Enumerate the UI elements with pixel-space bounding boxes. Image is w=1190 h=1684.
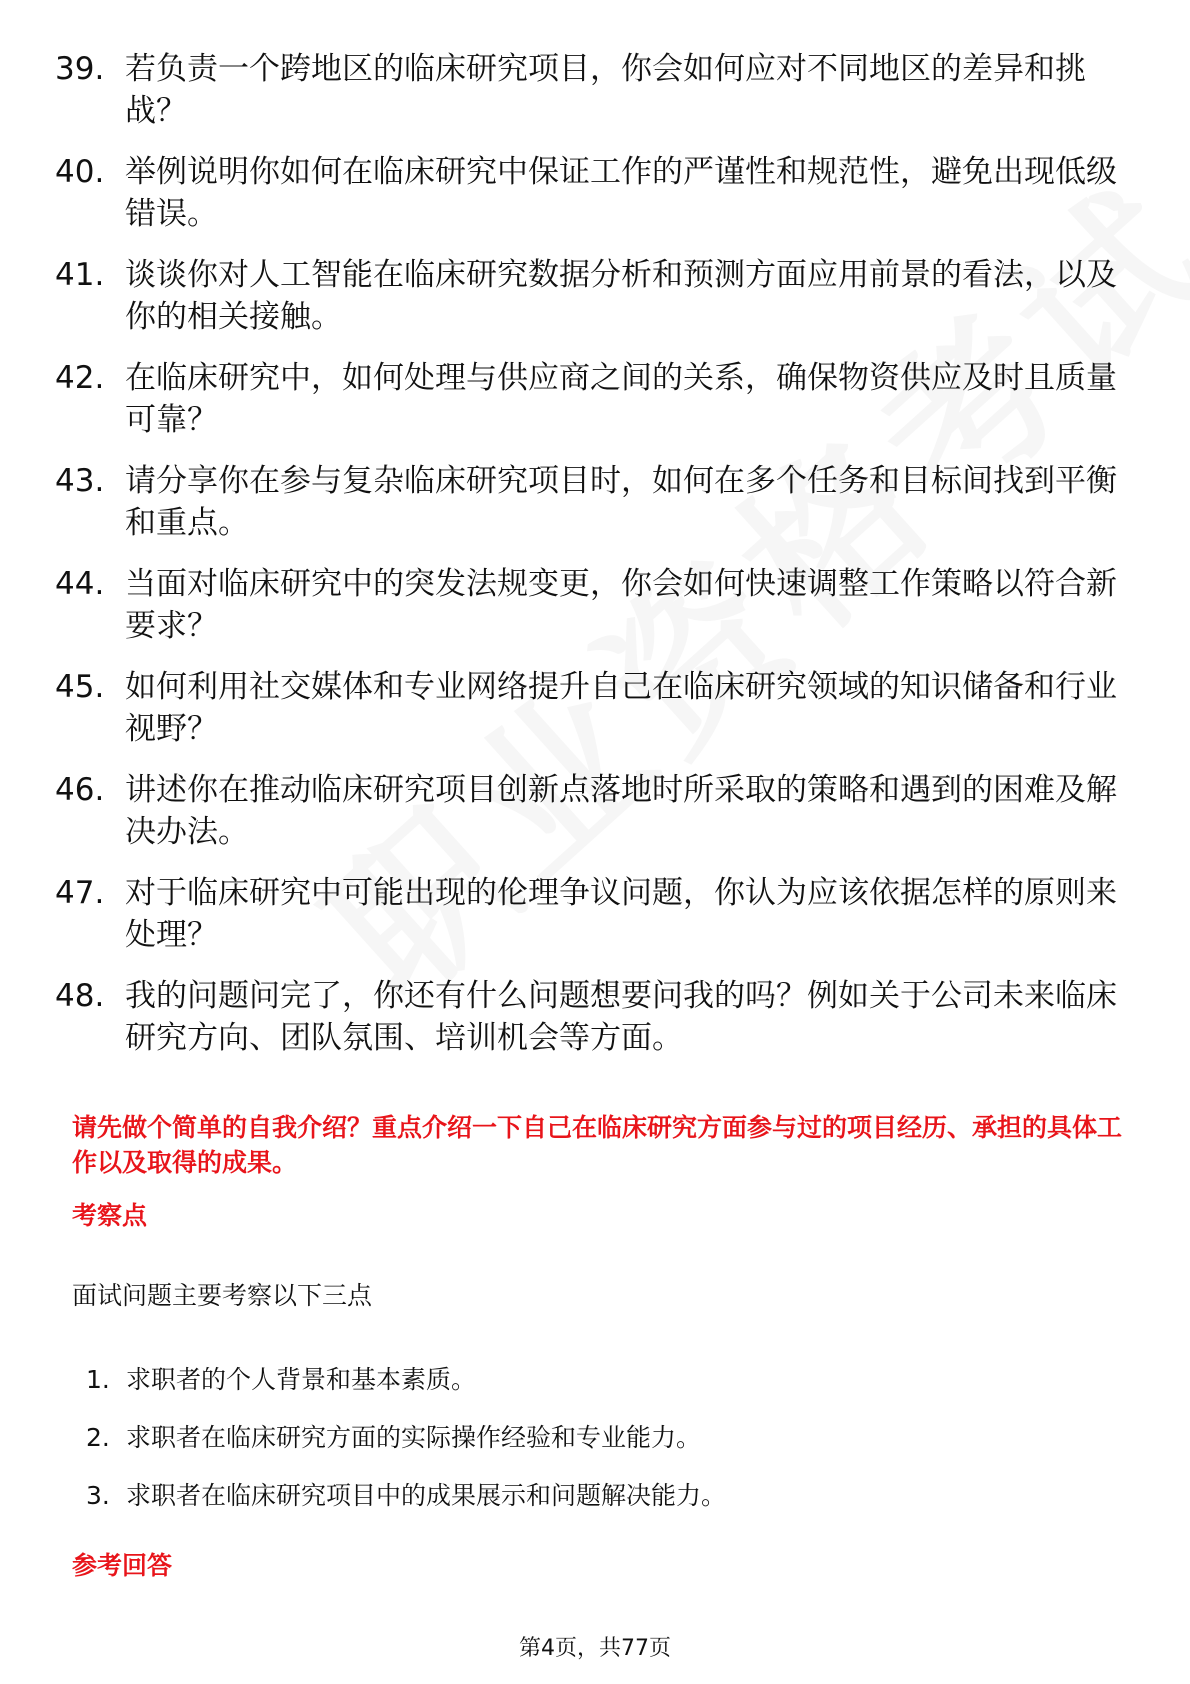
list-item (86, 1478, 726, 1513)
question-number: 47. (55, 875, 105, 911)
question-number: 46. (55, 772, 105, 808)
examine-points-list (86, 1362, 726, 1536)
list-item (55, 872, 1125, 956)
point-number: 2. (86, 1423, 110, 1452)
question-number: 43. (55, 463, 105, 499)
question-text: 举例说明你如何在临床研究中保证工作的严谨性和规范性，避免出现低级错误。 (125, 154, 1117, 232)
question-number: 41. (55, 257, 105, 293)
examine-intro: 面试问题主要考察以下三点 (72, 1281, 373, 1310)
list-item (55, 769, 1125, 853)
list-item (55, 975, 1125, 1059)
question-text: 对于临床研究中可能出现的伦理争议问题，你认为应该依据怎样的原则来处理？ (125, 875, 1117, 953)
page-footer: 第4页，共77页 (519, 1636, 671, 1661)
point-text: 求职者的个人背景和基本素质。 (126, 1365, 477, 1394)
question-text: 若负责一个跨地区的临床研究项目，你会如何应对不同地区的差异和挑战？ (125, 51, 1086, 129)
question-text: 请分享你在参与复杂临床研究项目时，如何在多个任务和目标间找到平衡和重点。 (125, 463, 1117, 541)
list-item (55, 48, 1125, 132)
list-item (86, 1420, 726, 1455)
question-number: 44. (55, 566, 105, 602)
question-text: 如何利用社交媒体和专业网络提升自己在临床研究领域的知识储备和行业视野？ (125, 669, 1117, 747)
list-item (55, 151, 1125, 235)
list-item (55, 460, 1125, 544)
point-text: 求职者在临床研究方面的实际操作经验和专业能力。 (126, 1423, 702, 1452)
list-item (55, 357, 1125, 441)
question-text: 讲述你在推动临床研究项目创新点落地时所采取的策略和遇到的困难及解决办法。 (125, 772, 1117, 850)
question-number: 48. (55, 978, 105, 1014)
list-item (55, 666, 1125, 750)
question-list (55, 48, 1125, 1078)
question-number: 45. (55, 669, 105, 705)
section-heading-answer: 参考回答 (72, 1551, 173, 1580)
list-item (55, 563, 1125, 647)
list-item (55, 254, 1125, 338)
list-item (86, 1362, 726, 1397)
featured-question: 请先做个简单的自我介绍？重点介绍一下自己在临床研究方面参与过的项目经历、承担的具体工作以及取得的成果。 (72, 1113, 1123, 1177)
question-number: 39. (55, 51, 105, 87)
question-number: 42. (55, 360, 105, 396)
point-text: 求职者在临床研究项目中的成果展示和问题解决能力。 (126, 1481, 727, 1510)
question-text: 谈谈你对人工智能在临床研究数据分析和预测方面应用前景的看法，以及你的相关接触。 (125, 257, 1117, 335)
section-heading-examine: 考察点 (72, 1201, 148, 1230)
point-number: 3. (86, 1481, 110, 1510)
question-text: 在临床研究中，如何处理与供应商之间的关系，确保物资供应及时且质量可靠？ (125, 360, 1117, 438)
point-number: 1. (86, 1365, 110, 1394)
question-number: 40. (55, 154, 105, 190)
question-text: 当面对临床研究中的突发法规变更，你会如何快速调整工作策略以符合新要求？ (125, 566, 1117, 644)
question-text: 我的问题问完了，你还有什么问题想要问我的吗？例如关于公司未来临床研究方向、团队氛围、培训机会等方面。 (125, 978, 1117, 1056)
